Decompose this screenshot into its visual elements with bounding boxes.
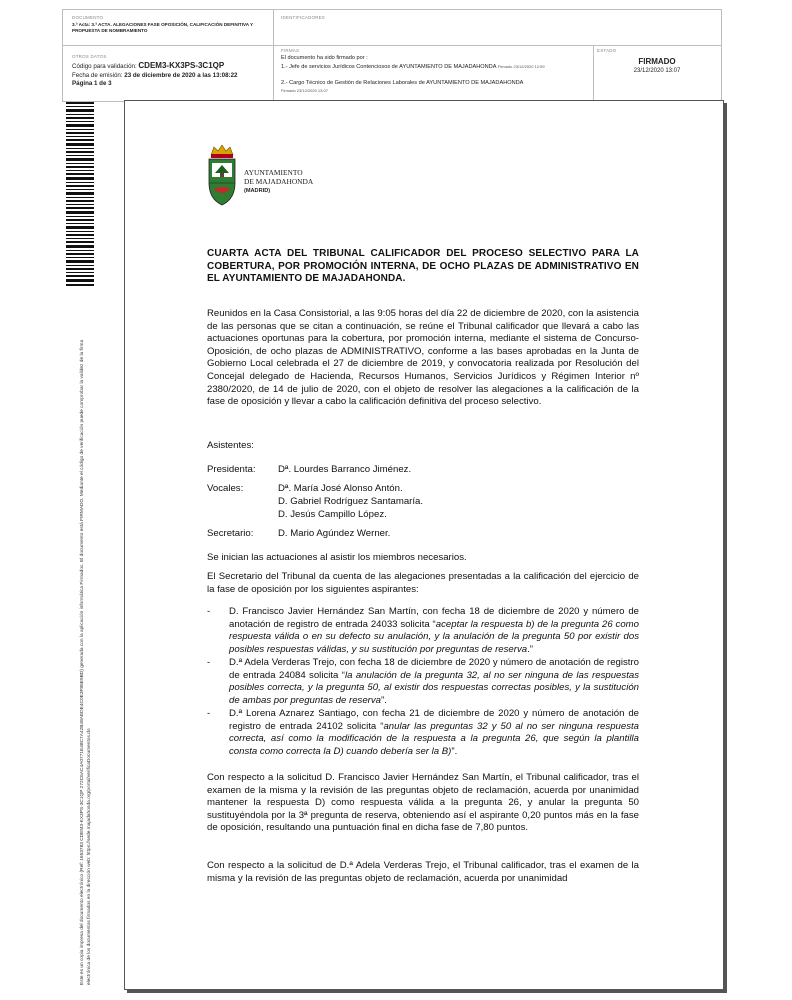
estado-date: 23/12/2020 13:07 [633,68,681,74]
codigo-value: CDEM3-KX3PS-3C1QP [138,61,225,70]
codigo-validacion [72,61,224,71]
secretario-label: Secretario: [207,528,254,539]
firma-2-date: Firmado 23/12/2020 13:07 [281,88,328,93]
list-dash: - [207,657,211,668]
logo-line-2: DE MAJADAHONDA [244,177,314,187]
documento-label: DOCUMENTO [72,15,104,20]
document-title: CUARTA ACTA DEL TRIBUNAL CALIFICADOR DEL PROCESO SELECTIVO PARA LA COBERTURA, POR PROMOCIÓN INTERNA, DE OCHO PLAZAS DE ADMINISTRATIVO EN EL AYUNTAMIENTO DE MAJADAHONDA. [207,248,639,285]
barcode [62,102,102,288]
cuenta-paragraph: El Secretario del Tribunal da cuenta de las alegaciones presentadas a la calificación del ejercicio de la fase de oposición por los siguientes aspirantes: [207,571,639,595]
list-item: - D. Francisco Javier Hernández San Martín, con fecha 18 de diciembre de 2020 y número de anotación de registro de entrada 24033 solicita “aceptar la respuesta b) de la pregunta 26 como respuesta válida o en su defecto su anulación, y la anulación de la pregunta 50 por existir dos posibles respuestas válidas, y su sustitución por preguntas de reserva.” [207,606,639,655]
pagina: Página 1 de 3 [72,80,112,87]
codigo-label: Código para validación: [72,63,137,70]
secretario-name: D. Mario Agúndez Werner. [278,528,391,539]
presidenta-name: Dª. Lourdes Barranco Jiménez. [278,464,412,475]
alegaciones-list [207,606,639,757]
document-page [124,100,724,990]
vocal-2: D. Gabriel Rodríguez Santamaría. [278,496,424,507]
verification-side-text: Este es un copia impresa del documento electrónico (Ref: 1653783 CDEM3-KX3PS-3C1QP 272C6AC4A0771E48C7A42B48AEDE4C0E3F86E9BD) generada con la aplicación informática Firmadoc. El documento está FIRMADO. Mediante el código de verificación puede comprobar la validez de la firma electrónica de los documentos firmados en la dirección web: https://sede.majadahonda.org/portal/verificaDocumentos.do [80,339,92,985]
fecha-label: Fecha de emisión: [72,72,123,79]
vocal-3: D. Jesús Campillo López. [278,509,387,520]
intro-paragraph: Reunidos en la Casa Consistorial, a las 9:05 horas del día 22 de diciembre de 2020, con la asistencia de las personas que se citan a continuación, se reúne el Tribunal calificador que llevará a cabo las actuaciones oportunas para la cobertura, por promoción interna, mediante el sistema de Concurso-Oposición, de ocho plazas de ADMINISTRATIVO, conforme a las bases aprobadas en la Junta de Gobierno Local celebrada el 27 de diciembre de 2019, y convocatoria realizada por Resolución del Concejal delegado de Hacienda, Recursos Humanos, Servicios Jurídicos y Régimen Interior nº 2380/2020, de 14 de julio de 2020, con el objeto de resolver las alegaciones a la calificación de la fase de oposición y llevar a cabo la calificación definitiva del proceso selectivo. [207,308,639,408]
asistentes-label: Asistentes: [207,440,254,451]
firma-1: 1.- Jefe de servicios Jurídicos Contenciosos de AYUNTAMIENTO DE MAJADAHONDA Firmado 23/12/2020 12:59 [281,64,545,70]
presidenta-label: Presidenta: [207,464,256,475]
estado-value: FIRMADO [638,57,676,66]
inicio-paragraph: Se inician las actuaciones al asistir los miembros necesarios. [207,552,467,563]
list-item: - D.ª Lorena Aznarez Santiago, con fecha 21 de diciembre de 2020 y número de anotación de registro de entrada 24102 solicita “anular las preguntas 32 y 50 al no ser ninguna respuesta correcta, así como la modificación de la respuesta a la pregunta 26, que según la plantilla consta como correcta la D) cuando debería ser la B)”. [207,708,639,757]
resolution-paragraph-1: Con respecto a la solicitud D. Francisco Javier Hernández San Martín, el Tribunal calificador, tras el examen de la misma y la revisión de las preguntas objeto de reclamación, acuerda por unanimidad mantener la respuesta D) como respuesta válida a la pregunta 26, y anular la pregunta 50 sustituyéndola por la 3ª pregunta de reserva, obteniendo así el aspirante 0,20 puntos más en la fase de oposición, resultando una puntuación final en dicha fase de 7,80 puntos. [207,772,639,834]
fecha-value: 23 de diciembre de 2020 a las 13:08:22 [124,72,238,79]
estado-label: ESTADO [597,48,617,53]
coat-of-arms-icon [206,143,238,207]
document-header [62,9,722,102]
firma-1-date: Firmado 23/12/2020 12:59 [497,64,545,69]
firma-2: 2.- Cargo Técnico de Gestión de Relaciones Laborales de AYUNTAMIENTO DE MAJADAHONDA Firmado 23/12/2020 13:07 [281,80,524,93]
vocales-label: Vocales: [207,483,244,494]
logo-line-1: AYUNTAMIENTO [244,168,303,177]
list-dash: - [207,606,211,617]
resolution-paragraph-2: Con respecto a la solicitud de D.ª Adela Verderas Trejo, el Tribunal calificador, tras el examen de la misma y la revisión de las preguntas objeto de reclamación, acuerda por unanimidad [207,860,639,884]
fecha-emision [72,72,237,79]
firmas-intro: El documento ha sido firmado por : [281,55,368,61]
vocal-1: Dª. María José Alonso Antón. [278,483,403,494]
firmas-label: FIRMAS [281,48,300,53]
documento-text: 3.ª Acta: 3.ª ACTA. ALEGACIONES FASE OPOSICIÓN, CALIFICACIÓN DEFINITIVA Y PROPUESTA DE NOMBRAMIENTO [72,22,254,33]
list-item: - D.ª Adela Verderas Trejo, con fecha 18 de diciembre de 2020 y número de anotación de registro de entrada 24084 solicita “la anulación de la pregunta 32, al no ser ninguna de las respuestas posibles correcta, y la pregunta 50, al existir dos respuestas correctas posibles, y la sustitución de ambas por preguntas de reserva”. [207,657,639,706]
logo-text [244,168,313,196]
logo-line-3: (MADRID) [244,187,271,194]
otros-datos-label: OTROS DATOS [72,54,107,59]
list-dash: - [207,708,211,719]
identificadores-label: IDENTIFICADORES [281,15,326,20]
